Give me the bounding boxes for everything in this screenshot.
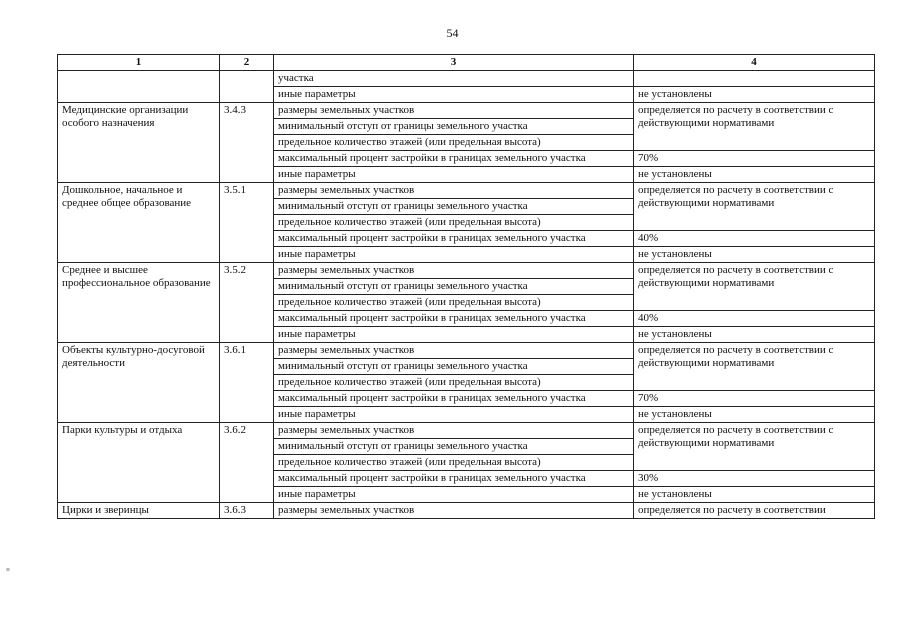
page-number: 54 <box>446 26 459 40</box>
parameter-cell: размеры земельных участков <box>274 503 634 519</box>
use-code-cell: 3.6.3 <box>220 503 274 519</box>
parameter-cell: минимальный отступ от границы земельного участка <box>274 439 634 455</box>
parameter-cell: максимальный процент застройки в границах земельного участка <box>274 231 634 247</box>
parameter-cell: минимальный отступ от границы земельного участка <box>274 119 634 135</box>
use-name-cell: Среднее и высшее профессиональное образование <box>58 263 220 343</box>
use-name-cell: Парки культуры и отдыха <box>58 423 220 503</box>
parameter-cell: иные параметры <box>274 327 634 343</box>
table-row <box>58 503 875 519</box>
column-header: 4 <box>634 55 875 71</box>
parameter-cell: иные параметры <box>274 247 634 263</box>
value-cell: 40% <box>634 231 875 247</box>
table-row <box>58 263 875 279</box>
parameter-cell: максимальный процент застройки в границах земельного участка <box>274 391 634 407</box>
value-cell <box>634 71 875 87</box>
value-cell: не установлены <box>634 247 875 263</box>
parameter-cell: участка <box>274 71 634 87</box>
use-code-cell: 3.5.2 <box>220 263 274 343</box>
parameter-cell: предельное количество этажей (или предельная высота) <box>274 295 634 311</box>
value-cell: не установлены <box>634 167 875 183</box>
use-name-cell: Объекты культурно-досуговой деятельности <box>58 343 220 423</box>
parameter-cell: иные параметры <box>274 407 634 423</box>
parameter-cell: размеры земельных участков <box>274 263 634 279</box>
value-cell: определяется по расчету в соответствии с действующими нормативами <box>634 183 875 231</box>
use-name-cell: Цирки и зверинцы <box>58 503 220 519</box>
value-cell: не установлены <box>634 327 875 343</box>
use-name-cell <box>58 71 220 103</box>
column-header: 3 <box>274 55 634 71</box>
value-cell: определяется по расчету в соответствии <box>634 503 875 519</box>
table-row <box>58 103 875 119</box>
table-row <box>58 423 875 439</box>
value-cell: определяется по расчету в соответствии с действующими нормативами <box>634 263 875 311</box>
parameter-cell: максимальный процент застройки в границах земельного участка <box>274 311 634 327</box>
parameter-cell: размеры земельных участков <box>274 183 634 199</box>
parameter-cell: максимальный процент застройки в границах земельного участка <box>274 151 634 167</box>
use-name-cell: Дошкольное, начальное и среднее общее образование <box>58 183 220 263</box>
regulations-table <box>57 54 875 519</box>
use-code-cell: 3.6.1 <box>220 343 274 423</box>
parameter-cell: размеры земельных участков <box>274 343 634 359</box>
use-code-cell <box>220 71 274 103</box>
value-cell: не установлены <box>634 87 875 103</box>
column-header: 1 <box>58 55 220 71</box>
value-cell: не установлены <box>634 407 875 423</box>
use-code-cell: 3.6.2 <box>220 423 274 503</box>
table-header-row <box>58 55 875 71</box>
parameter-cell: минимальный отступ от границы земельного участка <box>274 199 634 215</box>
value-cell: определяется по расчету в соответствии с действующими нормативами <box>634 103 875 151</box>
value-cell: 30% <box>634 471 875 487</box>
parameter-cell: иные параметры <box>274 167 634 183</box>
parameter-cell: максимальный процент застройки в границах земельного участка <box>274 471 634 487</box>
table-row <box>58 343 875 359</box>
parameter-cell: минимальный отступ от границы земельного участка <box>274 359 634 375</box>
parameter-cell: иные параметры <box>274 487 634 503</box>
value-cell: 70% <box>634 151 875 167</box>
use-name-cell: Медицинские организации особого назначения <box>58 103 220 183</box>
parameter-cell: предельное количество этажей (или предельная высота) <box>274 135 634 151</box>
value-cell: 70% <box>634 391 875 407</box>
table-row <box>58 71 875 87</box>
table-row <box>58 183 875 199</box>
use-code-cell: 3.4.3 <box>220 103 274 183</box>
value-cell: не установлены <box>634 487 875 503</box>
margin-mark: ≡ <box>6 566 10 574</box>
parameter-cell: предельное количество этажей (или предельная высота) <box>274 375 634 391</box>
value-cell: определяется по расчету в соответствии с действующими нормативами <box>634 343 875 391</box>
parameter-cell: размеры земельных участков <box>274 103 634 119</box>
value-cell: определяется по расчету в соответствии с действующими нормативами <box>634 423 875 471</box>
use-code-cell: 3.5.1 <box>220 183 274 263</box>
parameter-cell: предельное количество этажей (или предельная высота) <box>274 455 634 471</box>
parameter-cell: предельное количество этажей (или предельная высота) <box>274 215 634 231</box>
parameter-cell: размеры земельных участков <box>274 423 634 439</box>
column-header: 2 <box>220 55 274 71</box>
parameter-cell: минимальный отступ от границы земельного участка <box>274 279 634 295</box>
value-cell: 40% <box>634 311 875 327</box>
parameter-cell: иные параметры <box>274 87 634 103</box>
